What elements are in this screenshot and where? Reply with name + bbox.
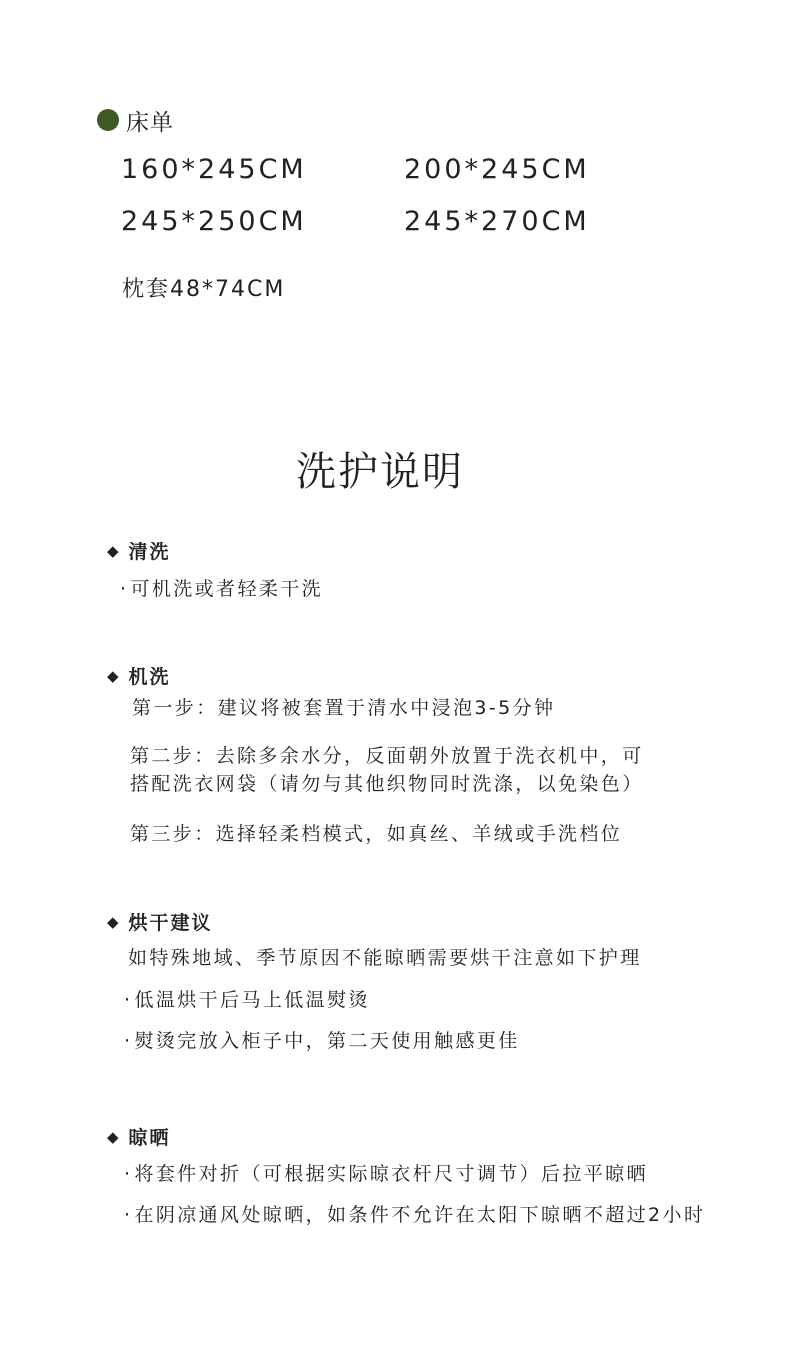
care-title: 洗护说明 <box>296 449 464 495</box>
size-item: 200*245CM <box>404 154 590 185</box>
list-item: · 熨烫完放入柜子中，第二天使用触感更佳 <box>124 1030 520 1052</box>
bullet-icon: · <box>124 1163 133 1185</box>
section-heading-machine <box>107 662 171 689</box>
bullet-icon: · <box>120 578 129 600</box>
size-item: 245*250CM <box>121 206 307 237</box>
bullet-icon: · <box>124 1204 133 1226</box>
size-item: 160*245CM <box>121 154 307 185</box>
diamond-icon: ◆ <box>107 1128 121 1146</box>
list-item: · 在阴凉通风处晾晒，如条件不允许在太阳下晾晒不超过2小时 <box>124 1204 706 1226</box>
section-heading-wash <box>107 537 171 564</box>
diamond-icon: ◆ <box>107 542 121 560</box>
heading-text: 烘干建议 <box>128 912 213 934</box>
diamond-icon: ◆ <box>107 667 121 685</box>
bullet-icon: · <box>124 989 133 1011</box>
list-item: · 低温烘干后马上低温熨烫 <box>124 989 370 1011</box>
heading-text: 机洗 <box>128 666 171 688</box>
step-2: 第二步：去除多余水分，反面朝外放置于洗衣机中，可 <box>130 745 644 767</box>
pillowcase-size: 枕套48*74CM <box>122 277 286 302</box>
bedsheet-title: 床单 <box>126 110 174 136</box>
dry-intro: 如特殊地域、季节原因不能晾晒需要烘干注意如下护理 <box>128 947 642 969</box>
bullet-icon: · <box>124 1030 133 1052</box>
step-3: 第三步：选择轻柔档模式，如真丝、羊绒或手洗档位 <box>130 823 623 845</box>
step-2-cont: 搭配洗衣网袋（请勿与其他织物同时洗涤，以免染色） <box>130 773 644 795</box>
heading-text: 晾晒 <box>128 1127 171 1149</box>
list-item: · 将套件对折（可根据实际晾衣杆尺寸调节）后拉平晾晒 <box>124 1163 649 1185</box>
size-item: 245*270CM <box>404 206 590 237</box>
section-heading-air <box>107 1123 171 1150</box>
diamond-icon: ◆ <box>107 913 121 931</box>
list-item: · 可机洗或者轻柔干洗 <box>120 578 324 600</box>
step-1: 第一步：建议将被套置于清水中浸泡3-5分钟 <box>132 697 556 719</box>
section-heading-dry <box>107 908 213 935</box>
heading-text: 清洗 <box>128 541 171 563</box>
green-dot-icon <box>97 109 119 131</box>
